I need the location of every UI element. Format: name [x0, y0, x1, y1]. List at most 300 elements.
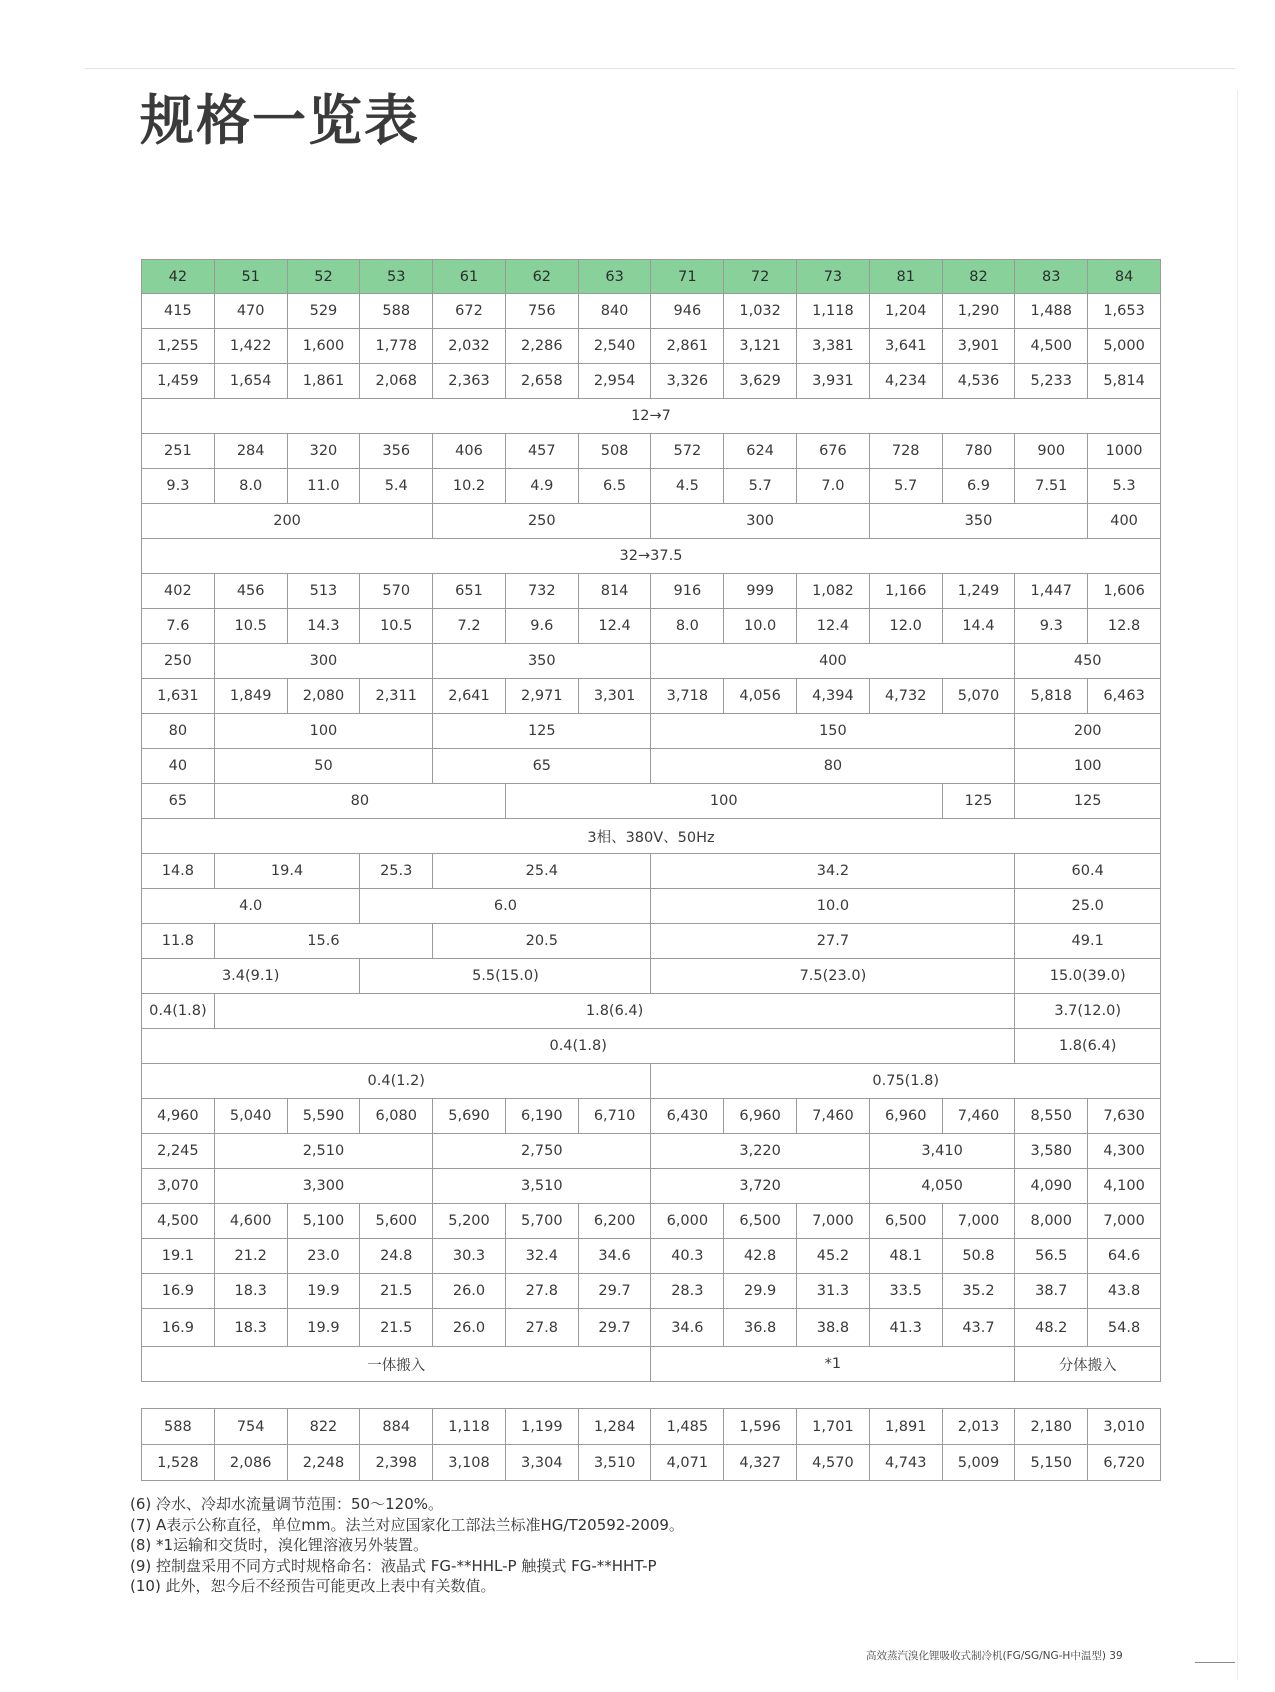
table-row — [142, 959, 1161, 994]
table-cell: 456 — [214, 574, 287, 609]
table-cell: 4,732 — [869, 679, 942, 714]
table-cell: 25.0 — [1015, 889, 1161, 924]
table-cell: 150 — [651, 714, 1015, 749]
table-cell: 43.8 — [1088, 1274, 1161, 1309]
table-cell: 25.4 — [433, 854, 651, 889]
table-cell: 529 — [287, 294, 360, 329]
table-cell: 65 — [142, 784, 215, 819]
extra-row — [142, 1409, 1161, 1445]
table-row — [142, 1134, 1161, 1169]
table-cell: 1,849 — [214, 679, 287, 714]
extra-cell: 884 — [360, 1409, 433, 1445]
table-row — [142, 1204, 1161, 1239]
table-cell: 4,500 — [142, 1204, 215, 1239]
table-cell: 15.0(39.0) — [1015, 959, 1161, 994]
extra-cell: 1,485 — [651, 1409, 724, 1445]
extra-cell: 3,304 — [505, 1445, 578, 1481]
table-cell: 11.0 — [287, 469, 360, 504]
header-cell: 52 — [287, 260, 360, 294]
table-cell: 34.6 — [651, 1309, 724, 1347]
table-cell: 12.4 — [797, 609, 870, 644]
table-cell: 5,590 — [287, 1099, 360, 1134]
footer-rule — [1195, 1662, 1235, 1663]
table-cell: 38.8 — [797, 1309, 870, 1347]
table-cell: 2,861 — [651, 329, 724, 364]
table-cell: 1,861 — [287, 364, 360, 399]
extra-cell: 3,010 — [1088, 1409, 1161, 1445]
table-cell: 1,653 — [1088, 294, 1161, 329]
header-cell: 82 — [942, 260, 1015, 294]
table-cell: 1,778 — [360, 329, 433, 364]
table-cell: 125 — [942, 784, 1015, 819]
table-cell: 64.6 — [1088, 1239, 1161, 1274]
table-cell: 分体搬入 — [1015, 1347, 1161, 1382]
table-cell: 5.3 — [1088, 469, 1161, 504]
table-cell: 80 — [651, 749, 1015, 784]
extra-cell: 2,013 — [942, 1409, 1015, 1445]
table-cell: 30.3 — [433, 1239, 506, 1274]
table-cell: 300 — [214, 644, 432, 679]
extra-cell: 1,528 — [142, 1445, 215, 1481]
table-cell: 42.8 — [724, 1239, 797, 1274]
page-title: 规格一览表 — [140, 89, 420, 152]
table-cell: 0.75(1.8) — [651, 1064, 1161, 1099]
table-cell: 40 — [142, 749, 215, 784]
table-cell: 999 — [724, 574, 797, 609]
table-cell: 31.3 — [797, 1274, 870, 1309]
table-cell: *1 — [651, 1347, 1015, 1382]
extra-cell: 6,720 — [1088, 1445, 1161, 1481]
table-cell: 457 — [505, 434, 578, 469]
table-cell: 27.8 — [505, 1274, 578, 1309]
table-cell: 1,118 — [797, 294, 870, 329]
table-cell: 200 — [1015, 714, 1161, 749]
table-cell: 0.4(1.2) — [142, 1064, 651, 1099]
header-row — [142, 260, 1161, 294]
table-cell: 7.5(23.0) — [651, 959, 1015, 994]
table-cell: 8.0 — [214, 469, 287, 504]
table-cell: 7,460 — [942, 1099, 1015, 1134]
note-8: (8) *1运输和交货时，溴化锂溶液另外装置。 — [130, 1536, 429, 1554]
table-cell: 43.7 — [942, 1309, 1015, 1347]
table-row — [142, 469, 1161, 504]
header-cell: 84 — [1088, 260, 1161, 294]
table-cell: 1,600 — [287, 329, 360, 364]
table-cell: 2,032 — [433, 329, 506, 364]
table-cell: 27.7 — [651, 924, 1015, 959]
table-cell: 5.7 — [869, 469, 942, 504]
table-cell: 5,690 — [433, 1099, 506, 1134]
table-cell: 780 — [942, 434, 1015, 469]
extra-cell: 2,180 — [1015, 1409, 1088, 1445]
extra-cell: 2,086 — [214, 1445, 287, 1481]
header-cell: 73 — [797, 260, 870, 294]
table-cell: 7.51 — [1015, 469, 1088, 504]
extra-cell: 2,248 — [287, 1445, 360, 1481]
table-cell: 3,629 — [724, 364, 797, 399]
table-cell: 450 — [1015, 644, 1161, 679]
table-cell: 9.3 — [1015, 609, 1088, 644]
table-cell: 45.2 — [797, 1239, 870, 1274]
table-cell: 400 — [651, 644, 1015, 679]
table-row — [142, 889, 1161, 924]
table-cell: 8.0 — [651, 609, 724, 644]
table-cell: 406 — [433, 434, 506, 469]
table-row — [142, 749, 1161, 784]
header-cell: 51 — [214, 260, 287, 294]
table-cell: 814 — [578, 574, 651, 609]
table-cell: 5,040 — [214, 1099, 287, 1134]
table-cell: 732 — [505, 574, 578, 609]
extra-row — [142, 1445, 1161, 1481]
note-7: (7) A表示公称直径，单位mm。法兰对应国家化工部法兰标准HG/T20592-2009。 — [130, 1515, 684, 1534]
table-cell: 16.9 — [142, 1274, 215, 1309]
header-cell: 53 — [360, 260, 433, 294]
table-cell: 3,220 — [651, 1134, 869, 1169]
table-cell: 840 — [578, 294, 651, 329]
header-cell: 83 — [1015, 260, 1088, 294]
table-row — [142, 1309, 1161, 1347]
extra-cell: 3,510 — [578, 1445, 651, 1481]
table-cell: 5.4 — [360, 469, 433, 504]
table-row — [142, 819, 1161, 854]
table-row — [142, 679, 1161, 714]
table-cell: 100 — [505, 784, 942, 819]
header-cell: 72 — [724, 260, 797, 294]
table-cell: 6,710 — [578, 1099, 651, 1134]
table-cell: 5,818 — [1015, 679, 1088, 714]
table-cell: 56.5 — [1015, 1239, 1088, 1274]
table-cell: 29.7 — [578, 1274, 651, 1309]
table-cell: 80 — [214, 784, 505, 819]
table-cell: 4,050 — [869, 1169, 1015, 1204]
page-footer: 高效蒸汽溴化锂吸收式制冷机(FG/SG/NG-H中温型) 39 — [866, 1650, 1123, 1662]
table-cell: 3,381 — [797, 329, 870, 364]
table-cell: 402 — [142, 574, 215, 609]
table-cell: 3,301 — [578, 679, 651, 714]
table-cell: 916 — [651, 574, 724, 609]
table-cell: 5,100 — [287, 1204, 360, 1239]
extra-cell: 822 — [287, 1409, 360, 1445]
table-cell: 400 — [1088, 504, 1161, 539]
table-cell: 6.5 — [578, 469, 651, 504]
table-cell: 27.8 — [505, 1309, 578, 1347]
table-cell: 6,463 — [1088, 679, 1161, 714]
table-cell: 3.4(9.1) — [142, 959, 360, 994]
table-cell: 251 — [142, 434, 215, 469]
table-cell: 21.2 — [214, 1239, 287, 1274]
table-cell: 3,718 — [651, 679, 724, 714]
table-cell: 7.0 — [797, 469, 870, 504]
table-row — [142, 1064, 1161, 1099]
table-cell: 1,631 — [142, 679, 215, 714]
extra-cell: 1,701 — [797, 1409, 870, 1445]
extra-cell: 4,743 — [869, 1445, 942, 1481]
table-cell: 14.8 — [142, 854, 215, 889]
extra-cell: 4,071 — [651, 1445, 724, 1481]
table-cell: 470 — [214, 294, 287, 329]
table-cell: 1,032 — [724, 294, 797, 329]
table-cell: 80 — [142, 714, 215, 749]
table-cell: 350 — [433, 644, 651, 679]
table-row — [142, 1099, 1161, 1134]
table-cell: 34.6 — [578, 1239, 651, 1274]
table-cell: 6,200 — [578, 1204, 651, 1239]
table-cell: 300 — [651, 504, 869, 539]
table-cell: 508 — [578, 434, 651, 469]
extra-cell: 4,570 — [797, 1445, 870, 1481]
table-cell: 6,960 — [869, 1099, 942, 1134]
extra-cell: 1,118 — [433, 1409, 506, 1445]
table-cell: 19.4 — [214, 854, 360, 889]
extra-cell: 5,009 — [942, 1445, 1015, 1481]
table-cell: 48.1 — [869, 1239, 942, 1274]
extra-cell: 4,327 — [724, 1445, 797, 1481]
table-row — [142, 1347, 1161, 1382]
table-cell: 7.6 — [142, 609, 215, 644]
table-row — [142, 364, 1161, 399]
table-cell: 26.0 — [433, 1274, 506, 1309]
table-cell: 4,100 — [1088, 1169, 1161, 1204]
table-row — [142, 1029, 1161, 1064]
table-row — [142, 399, 1161, 434]
note-6: (6) 冷水、冷却水流量调节范围：50～120%。 — [130, 1495, 443, 1513]
table-cell: 7,630 — [1088, 1099, 1161, 1134]
notes — [130, 1494, 684, 1597]
table-cell: 18.3 — [214, 1274, 287, 1309]
table-cell: 624 — [724, 434, 797, 469]
table-cell: 19.9 — [287, 1274, 360, 1309]
table-row — [142, 434, 1161, 469]
header-cell: 42 — [142, 260, 215, 294]
table-cell: 20.5 — [433, 924, 651, 959]
table-row — [142, 644, 1161, 679]
table-cell: 1,290 — [942, 294, 1015, 329]
table-cell: 一体搬入 — [142, 1347, 651, 1382]
table-cell: 23.0 — [287, 1239, 360, 1274]
table-row — [142, 539, 1161, 574]
table-cell: 5,070 — [942, 679, 1015, 714]
table-cell: 756 — [505, 294, 578, 329]
table-cell: 34.2 — [651, 854, 1015, 889]
table-row — [142, 294, 1161, 329]
table-cell: 3,641 — [869, 329, 942, 364]
table-cell: 3,300 — [214, 1169, 432, 1204]
table-cell: 250 — [433, 504, 651, 539]
header-cell: 71 — [651, 260, 724, 294]
header-cell: 63 — [578, 260, 651, 294]
table-cell: 29.7 — [578, 1309, 651, 1347]
table-row — [142, 784, 1161, 819]
table-cell: 7.2 — [433, 609, 506, 644]
table-cell: 1,447 — [1015, 574, 1088, 609]
table-cell: 100 — [214, 714, 432, 749]
table-cell: 3.7(12.0) — [1015, 994, 1161, 1029]
table-cell: 5.5(15.0) — [360, 959, 651, 994]
table-cell: 6,500 — [869, 1204, 942, 1239]
table-cell: 415 — [142, 294, 215, 329]
table-cell: 3,070 — [142, 1169, 215, 1204]
table-cell: 60.4 — [1015, 854, 1161, 889]
table-row — [142, 1169, 1161, 1204]
table-cell: 672 — [433, 294, 506, 329]
table-cell: 5,233 — [1015, 364, 1088, 399]
table-cell: 1,249 — [942, 574, 1015, 609]
table-cell: 250 — [142, 644, 215, 679]
table-cell: 2,641 — [433, 679, 506, 714]
extra-cell: 5,150 — [1015, 1445, 1088, 1481]
table-cell: 588 — [360, 294, 433, 329]
table-cell: 651 — [433, 574, 506, 609]
table-row — [142, 714, 1161, 749]
table-row — [142, 574, 1161, 609]
table-row — [142, 609, 1161, 644]
table-cell: 1,459 — [142, 364, 215, 399]
table-cell: 1,255 — [142, 329, 215, 364]
table-cell: 26.0 — [433, 1309, 506, 1347]
table-cell: 3,510 — [433, 1169, 651, 1204]
table-cell: 41.3 — [869, 1309, 942, 1347]
table-cell: 350 — [869, 504, 1087, 539]
table-cell: 9.6 — [505, 609, 578, 644]
extra-cell: 3,108 — [433, 1445, 506, 1481]
table-cell: 5,700 — [505, 1204, 578, 1239]
table-cell: 320 — [287, 434, 360, 469]
table-cell: 946 — [651, 294, 724, 329]
table-cell: 12.0 — [869, 609, 942, 644]
table-cell: 32.4 — [505, 1239, 578, 1274]
table-row — [142, 924, 1161, 959]
table-cell: 3,121 — [724, 329, 797, 364]
table-cell: 2,245 — [142, 1134, 215, 1169]
extra-table — [141, 1408, 1161, 1481]
table-cell: 676 — [797, 434, 870, 469]
table-row — [142, 854, 1161, 889]
table-cell: 3相、380V、50Hz — [142, 819, 1161, 854]
table-cell: 10.0 — [651, 889, 1015, 924]
top-divider — [85, 68, 1235, 69]
table-cell: 4,960 — [142, 1099, 215, 1134]
extra-cell: 1,596 — [724, 1409, 797, 1445]
table-cell: 2,954 — [578, 364, 651, 399]
table-cell: 5,600 — [360, 1204, 433, 1239]
table-cell: 100 — [1015, 749, 1161, 784]
table-cell: 570 — [360, 574, 433, 609]
table-cell: 3,410 — [869, 1134, 1015, 1169]
table-cell: 48.2 — [1015, 1309, 1088, 1347]
table-cell: 28.3 — [651, 1274, 724, 1309]
table-cell: 6,080 — [360, 1099, 433, 1134]
table-cell: 4,056 — [724, 679, 797, 714]
table-cell: 2,286 — [505, 329, 578, 364]
table-row — [142, 1274, 1161, 1309]
table-cell: 4.0 — [142, 889, 360, 924]
table-row — [142, 1239, 1161, 1274]
table-cell: 1,654 — [214, 364, 287, 399]
table-cell: 1,422 — [214, 329, 287, 364]
table-cell: 1000 — [1088, 434, 1161, 469]
table-cell: 7,460 — [797, 1099, 870, 1134]
table-cell: 2,750 — [433, 1134, 651, 1169]
table-cell: 18.3 — [214, 1309, 287, 1347]
table-cell: 65 — [433, 749, 651, 784]
header-cell: 62 — [505, 260, 578, 294]
extra-cell: 1,199 — [505, 1409, 578, 1445]
table-row — [142, 994, 1161, 1029]
table-cell: 21.5 — [360, 1309, 433, 1347]
table-cell: 7,000 — [797, 1204, 870, 1239]
table-cell: 2,068 — [360, 364, 433, 399]
table-cell: 6,500 — [724, 1204, 797, 1239]
table-cell: 36.8 — [724, 1309, 797, 1347]
table-cell: 3,580 — [1015, 1134, 1088, 1169]
table-cell: 19.1 — [142, 1239, 215, 1274]
table-cell: 16.9 — [142, 1309, 215, 1347]
table-cell: 10.2 — [433, 469, 506, 504]
table-cell: 9.3 — [142, 469, 215, 504]
table-row — [142, 329, 1161, 364]
table-cell: 6,190 — [505, 1099, 578, 1134]
table-cell: 6,430 — [651, 1099, 724, 1134]
table-cell: 1,204 — [869, 294, 942, 329]
table-cell: 5,000 — [1088, 329, 1161, 364]
table-cell: 4.5 — [651, 469, 724, 504]
table-cell: 5,814 — [1088, 364, 1161, 399]
spec-table — [141, 259, 1161, 1382]
table-cell: 50.8 — [942, 1239, 1015, 1274]
table-cell: 4,536 — [942, 364, 1015, 399]
table-cell: 6.0 — [360, 889, 651, 924]
header-cell: 61 — [433, 260, 506, 294]
extra-cell: 588 — [142, 1409, 215, 1445]
header-cell: 81 — [869, 260, 942, 294]
table-cell: 3,720 — [651, 1169, 869, 1204]
table-cell: 19.9 — [287, 1309, 360, 1347]
table-cell: 15.6 — [214, 924, 432, 959]
table-cell: 728 — [869, 434, 942, 469]
table-cell: 14.3 — [287, 609, 360, 644]
table-cell: 7,000 — [942, 1204, 1015, 1239]
table-cell: 2,080 — [287, 679, 360, 714]
table-cell: 2,311 — [360, 679, 433, 714]
table-cell: 6.9 — [942, 469, 1015, 504]
table-cell: 35.2 — [942, 1274, 1015, 1309]
table-cell: 125 — [1015, 784, 1161, 819]
table-cell: 2,971 — [505, 679, 578, 714]
table-cell: 1.8(6.4) — [214, 994, 1015, 1029]
table-cell: 0.4(1.8) — [142, 994, 215, 1029]
table-cell: 1,166 — [869, 574, 942, 609]
table-cell: 2,658 — [505, 364, 578, 399]
table-cell: 125 — [433, 714, 651, 749]
table-cell: 2,540 — [578, 329, 651, 364]
table-cell: 2,510 — [214, 1134, 432, 1169]
table-cell: 4,300 — [1088, 1134, 1161, 1169]
table-cell: 5.7 — [724, 469, 797, 504]
table-cell: 11.8 — [142, 924, 215, 959]
table-cell: 4,500 — [1015, 329, 1088, 364]
table-cell: 6,960 — [724, 1099, 797, 1134]
table-cell: 12.8 — [1088, 609, 1161, 644]
table-cell: 21.5 — [360, 1274, 433, 1309]
extra-cell: 1,284 — [578, 1409, 651, 1445]
table-cell: 8,000 — [1015, 1204, 1088, 1239]
table-cell: 29.9 — [724, 1274, 797, 1309]
table-cell: 12.4 — [578, 609, 651, 644]
table-cell: 4,090 — [1015, 1169, 1088, 1204]
note-10: (10) 此外，恕今后不经预告可能更改上表中有关数值。 — [130, 1577, 496, 1595]
extra-cell: 1,891 — [869, 1409, 942, 1445]
